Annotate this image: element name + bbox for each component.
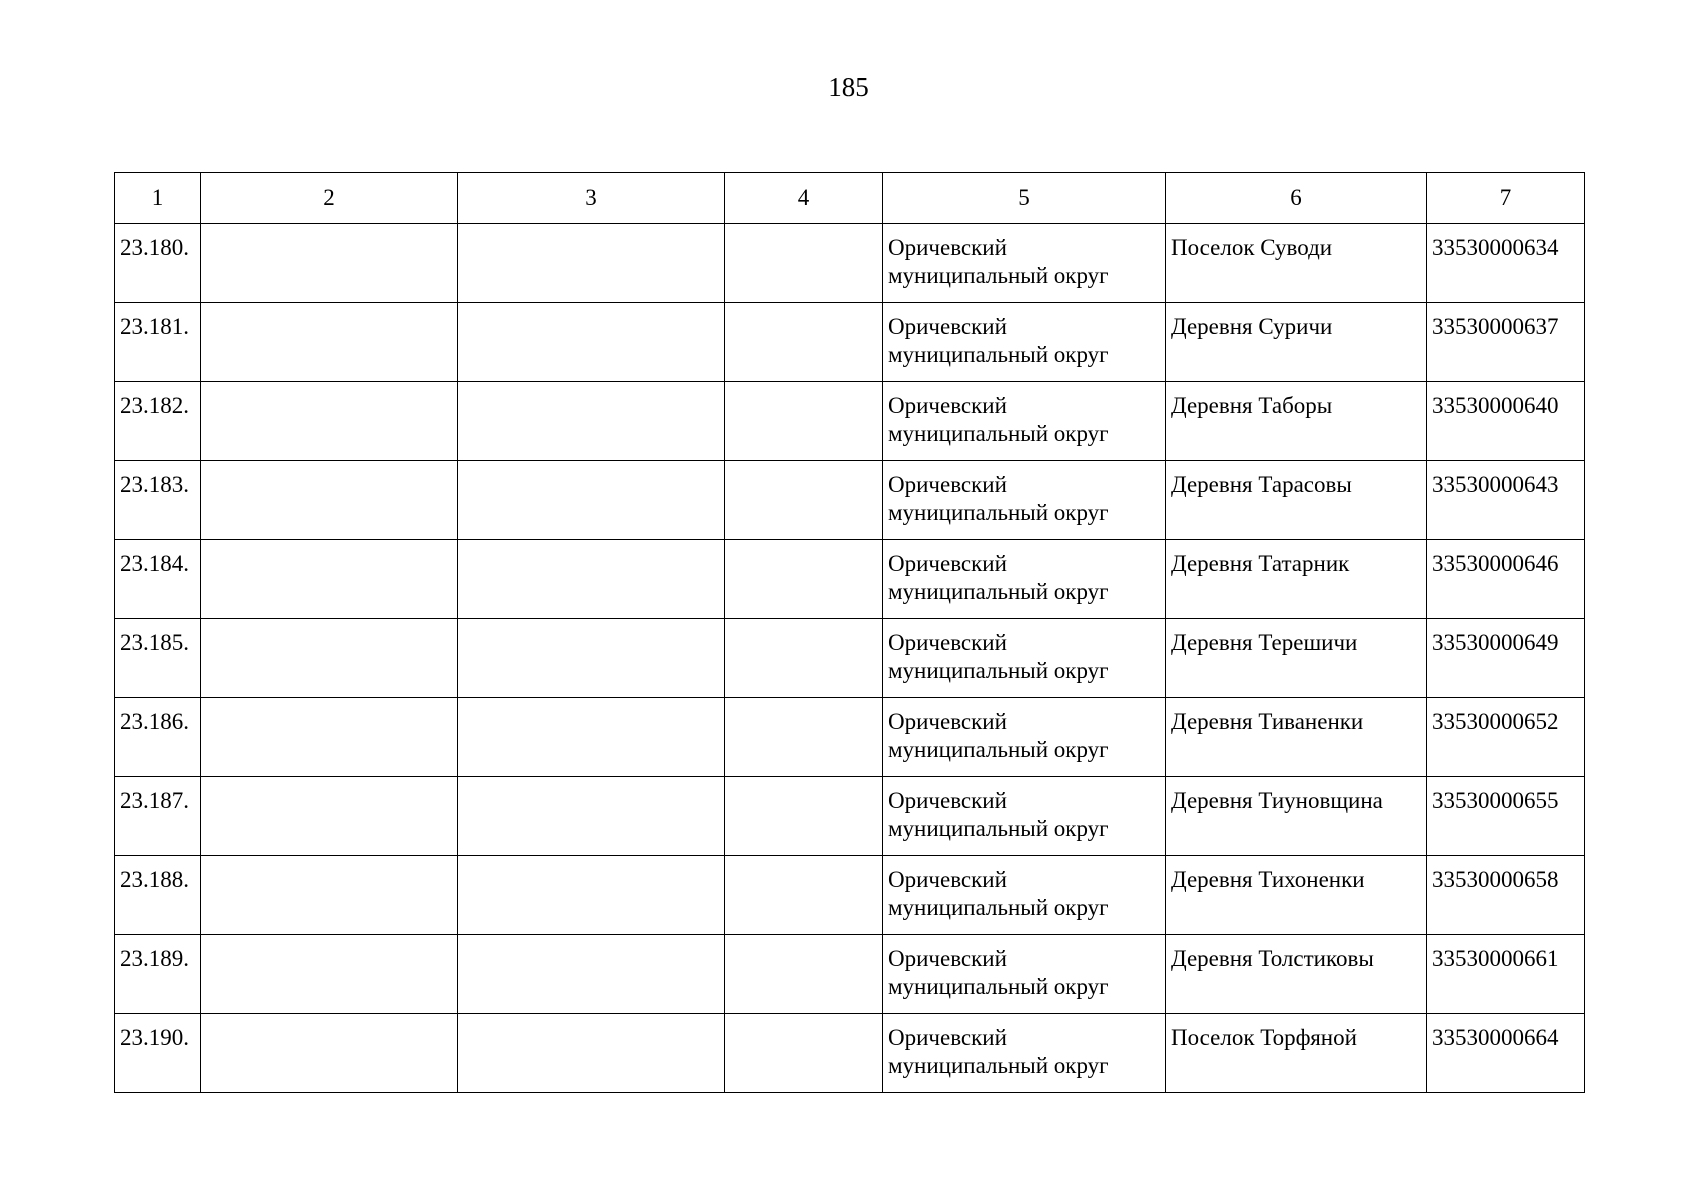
column-2-cell [201,461,458,540]
column-2-value [201,698,457,708]
district-line-1: Оричевский [888,630,1007,655]
column-4-value [725,619,882,629]
column-2-cell [201,303,458,382]
table-row [115,856,1585,935]
column-header-6: 6 [1166,173,1427,224]
column-4-value [725,303,882,313]
district-line-2: муниципальный округ [888,1053,1109,1078]
column-3-value [458,856,724,866]
code-cell [1427,935,1585,1014]
code-cell [1427,1014,1585,1093]
row-number-cell [115,540,201,619]
settlement-name: Поселок Торфяной [1171,1025,1357,1050]
row-number-cell [115,935,201,1014]
column-header-3: 3 [458,173,725,224]
settlement-cell [1166,935,1427,1014]
column-2-value [201,777,457,787]
district-line-1: Оричевский [888,946,1007,971]
district-line-2: муниципальный округ [888,737,1109,762]
district-line-2: муниципальный округ [888,895,1109,920]
column-4-value [725,224,882,234]
district-line-1: Оричевский [888,788,1007,813]
settlement-name: Деревня Толстиковы [1171,946,1374,971]
column-2-value [201,1014,457,1024]
column-header-1: 1 [115,173,201,224]
column-4-cell [725,619,883,698]
column-2-cell [201,698,458,777]
column-3-value [458,935,724,945]
district-name [883,303,1165,369]
district-cell [883,856,1166,935]
column-3-cell [458,856,725,935]
column-3-cell [458,935,725,1014]
column-2-value [201,224,457,234]
table-body [115,224,1585,1093]
column-3-cell [458,382,725,461]
settlement-cell [1166,461,1427,540]
district-cell [883,777,1166,856]
table-row [115,1014,1585,1093]
table-row [115,777,1585,856]
column-4-value [725,698,882,708]
district-name [883,856,1165,922]
district-cell [883,461,1166,540]
district-cell [883,1014,1166,1093]
district-name [883,777,1165,843]
table-row [115,619,1585,698]
code-cell [1427,619,1585,698]
settlement-name: Деревня Суричи [1171,314,1333,339]
district-name [883,382,1165,448]
district-line-1: Оричевский [888,1025,1007,1050]
row-number: 23.186. [120,709,189,734]
settlement-code: 33530000655 [1432,788,1559,813]
row-number: 23.180. [120,235,189,260]
settlement-name: Деревня Тарасовы [1171,472,1352,497]
settlement-name: Деревня Терешичи [1171,630,1358,655]
district-line-2: муниципальный округ [888,342,1109,367]
column-3-value [458,1014,724,1024]
column-4-value [725,1014,882,1024]
code-cell [1427,540,1585,619]
column-3-value [458,461,724,471]
settlement-code: 33530000661 [1432,946,1559,971]
column-3-value [458,619,724,629]
column-2-value [201,382,457,392]
column-4-cell [725,224,883,303]
district-name [883,935,1165,1001]
district-line-2: муниципальный округ [888,974,1109,999]
district-line-2: муниципальный округ [888,579,1109,604]
district-name [883,540,1165,606]
column-2-cell [201,224,458,303]
column-4-cell [725,303,883,382]
column-2-cell [201,935,458,1014]
settlement-code: 33530000646 [1432,551,1559,576]
column-2-cell [201,856,458,935]
district-name [883,698,1165,764]
column-2-value [201,461,457,471]
district-cell [883,224,1166,303]
settlement-name: Деревня Тиваненки [1171,709,1364,734]
district-line-1: Оричевский [888,393,1007,418]
settlement-code: 33530000658 [1432,867,1559,892]
column-2-value [201,619,457,629]
settlement-code: 33530000634 [1432,235,1559,260]
column-4-value [725,856,882,866]
column-2-value [201,935,457,945]
settlement-code: 33530000637 [1432,314,1559,339]
code-cell [1427,461,1585,540]
table-row [115,461,1585,540]
settlement-cell [1166,382,1427,461]
column-3-cell [458,777,725,856]
column-4-cell [725,777,883,856]
column-2-cell [201,382,458,461]
settlement-code: 33530000643 [1432,472,1559,497]
district-name [883,461,1165,527]
row-number-cell [115,461,201,540]
column-3-value [458,698,724,708]
column-3-cell [458,698,725,777]
table-row [115,540,1585,619]
district-line-2: муниципальный округ [888,421,1109,446]
settlement-cell [1166,619,1427,698]
column-2-cell [201,777,458,856]
settlement-name: Деревня Тиуновщина [1171,788,1383,813]
code-cell [1427,856,1585,935]
district-cell [883,540,1166,619]
column-4-value [725,540,882,550]
column-3-value [458,303,724,313]
district-name [883,224,1165,290]
column-4-value [725,382,882,392]
district-name [883,619,1165,685]
district-line-1: Оричевский [888,235,1007,260]
column-4-cell [725,461,883,540]
column-3-value [458,382,724,392]
column-3-value [458,540,724,550]
column-header-4: 4 [725,173,883,224]
settlement-cell [1166,303,1427,382]
column-3-cell [458,461,725,540]
column-4-cell [725,540,883,619]
table-row [115,303,1585,382]
district-cell [883,619,1166,698]
row-number-cell [115,303,201,382]
row-number-cell [115,1014,201,1093]
settlement-name: Поселок Суводи [1171,235,1333,260]
column-header-2: 2 [201,173,458,224]
district-line-1: Оричевский [888,709,1007,734]
column-header-5: 5 [883,173,1166,224]
district-name [883,1014,1165,1080]
row-number-cell [115,619,201,698]
settlement-name: Деревня Тихоненки [1171,867,1365,892]
column-2-value [201,540,457,550]
settlement-name: Деревня Татарник [1171,551,1350,576]
column-2-cell [201,540,458,619]
district-cell [883,382,1166,461]
row-number-cell [115,382,201,461]
column-4-value [725,935,882,945]
column-2-value [201,856,457,866]
register-table [114,172,1585,1093]
table-row [115,224,1585,303]
row-number: 23.184. [120,551,189,576]
row-number: 23.181. [120,314,189,339]
settlement-code: 33530000649 [1432,630,1559,655]
column-2-value [201,303,457,313]
row-number: 23.188. [120,867,189,892]
district-line-2: муниципальный округ [888,500,1109,525]
column-4-cell [725,935,883,1014]
row-number-cell [115,224,201,303]
settlement-cell [1166,856,1427,935]
column-4-cell [725,382,883,461]
settlement-cell [1166,698,1427,777]
settlement-code: 33530000640 [1432,393,1559,418]
row-number: 23.185. [120,630,189,655]
district-cell [883,935,1166,1014]
page-number: 185 [828,72,869,102]
column-4-value [725,461,882,471]
district-line-1: Оричевский [888,472,1007,497]
row-number-cell [115,777,201,856]
column-header-7: 7 [1427,173,1585,224]
column-3-cell [458,619,725,698]
table-row [115,382,1585,461]
district-line-2: муниципальный округ [888,816,1109,841]
code-cell [1427,303,1585,382]
column-3-value [458,777,724,787]
row-number: 23.190. [120,1025,189,1050]
code-cell [1427,382,1585,461]
column-3-cell [458,540,725,619]
settlement-cell [1166,777,1427,856]
district-line-1: Оричевский [888,867,1007,892]
code-cell [1427,698,1585,777]
column-3-cell [458,1014,725,1093]
row-number: 23.183. [120,472,189,497]
settlement-cell [1166,224,1427,303]
column-3-cell [458,224,725,303]
column-2-cell [201,1014,458,1093]
column-3-value [458,224,724,234]
column-3-cell [458,303,725,382]
header-row [115,173,1585,224]
row-number: 23.182. [120,393,189,418]
settlement-code: 33530000652 [1432,709,1559,734]
code-cell [1427,224,1585,303]
table-row [115,698,1585,777]
district-cell [883,303,1166,382]
row-number-cell [115,698,201,777]
district-cell [883,698,1166,777]
column-4-cell [725,856,883,935]
column-2-cell [201,619,458,698]
district-line-1: Оричевский [888,314,1007,339]
settlement-cell [1166,1014,1427,1093]
settlement-name: Деревня Таборы [1171,393,1333,418]
code-cell [1427,777,1585,856]
row-number-cell [115,856,201,935]
district-line-2: муниципальный округ [888,658,1109,683]
row-number: 23.189. [120,946,189,971]
column-4-cell [725,698,883,777]
district-line-1: Оричевский [888,551,1007,576]
settlement-code: 33530000664 [1432,1025,1559,1050]
settlement-cell [1166,540,1427,619]
district-line-2: муниципальный округ [888,263,1109,288]
table-header [115,173,1585,224]
column-4-value [725,777,882,787]
row-number: 23.187. [120,788,189,813]
column-4-cell [725,1014,883,1093]
table-row [115,935,1585,1014]
